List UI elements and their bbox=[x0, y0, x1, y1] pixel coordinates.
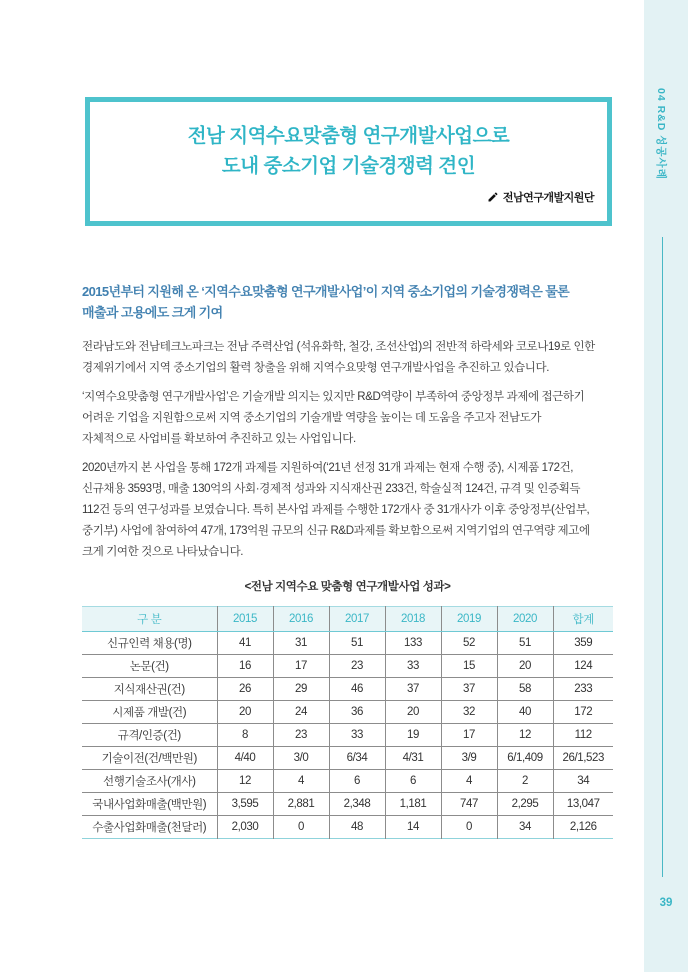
row-label-cell: 선행기술조사(개사) bbox=[82, 770, 217, 793]
table-row bbox=[82, 632, 613, 655]
value-cell: 12 bbox=[217, 770, 273, 793]
table-header-cell: 합계 bbox=[553, 607, 613, 632]
paragraph-3-line-3: 112건 등의 연구성과를 보였습니다. 특히 본사업 과제를 수행한 172개사 중 31개사가 이후 중앙정부(산업부, bbox=[82, 504, 590, 516]
value-cell: 46 bbox=[329, 678, 385, 701]
value-cell: 41 bbox=[217, 632, 273, 655]
table-row bbox=[82, 701, 613, 724]
value-cell: 3/9 bbox=[441, 747, 497, 770]
value-cell: 4/31 bbox=[385, 747, 441, 770]
paragraph-1-line-1: 전라남도와 전남테크노파크는 전남 주력산업 (석유화학, 철강, 조선산업)의 전반적 하락세와 코로나19로 인한 bbox=[82, 341, 595, 353]
value-cell: 23 bbox=[329, 655, 385, 678]
pencil-icon bbox=[487, 191, 499, 203]
table-row bbox=[82, 724, 613, 747]
value-cell: 112 bbox=[553, 724, 613, 747]
value-cell: 4 bbox=[273, 770, 329, 793]
section-heading-line-2: 매출과 고용에도 크게 기여 bbox=[82, 305, 223, 320]
value-cell: 37 bbox=[385, 678, 441, 701]
table-row bbox=[82, 770, 613, 793]
paragraph-2-line-3: 자체적으로 사업비를 확보하여 추진하고 있는 사업입니다. bbox=[82, 433, 356, 445]
side-strip-divider bbox=[662, 237, 663, 877]
side-tab-label: 04 R&D 성공사례 bbox=[655, 88, 667, 180]
value-cell: 6/34 bbox=[329, 747, 385, 770]
row-label-cell: 논문(건) bbox=[82, 655, 217, 678]
value-cell: 124 bbox=[553, 655, 613, 678]
page-number: 39 bbox=[659, 897, 673, 909]
value-cell: 172 bbox=[553, 701, 613, 724]
row-label-cell: 규격/인증(건) bbox=[82, 724, 217, 747]
attribution bbox=[487, 189, 594, 205]
value-cell: 747 bbox=[441, 793, 497, 816]
value-cell: 14 bbox=[385, 816, 441, 839]
value-cell: 20 bbox=[385, 701, 441, 724]
value-cell: 48 bbox=[329, 816, 385, 839]
attribution-label: 전남연구개발지원단 bbox=[502, 192, 594, 204]
row-label-cell: 신규인력 채용(명) bbox=[82, 632, 217, 655]
value-cell: 36 bbox=[329, 701, 385, 724]
table-row bbox=[82, 793, 613, 816]
paragraph-2-line-2: 어려운 기업을 지원함으로써 지역 중소기업의 기술개발 역량을 높이는 데 도움을 주고자 전남도가 bbox=[82, 412, 542, 424]
paragraph-2 bbox=[82, 387, 613, 450]
value-cell: 52 bbox=[441, 632, 497, 655]
value-cell: 8 bbox=[217, 724, 273, 747]
paragraph-2-line-1: ‘지역수요맞춤형 연구개발사업’은 기술개발 의지는 있지만 R&D역량이 부족하여 중앙정부 과제에 접근하기 bbox=[82, 391, 585, 403]
value-cell: 58 bbox=[497, 678, 553, 701]
value-cell: 26/1,523 bbox=[553, 747, 613, 770]
value-cell: 26 bbox=[217, 678, 273, 701]
value-cell: 34 bbox=[497, 816, 553, 839]
content-column bbox=[82, 281, 613, 839]
value-cell: 2,030 bbox=[217, 816, 273, 839]
table-caption: <전남 지역수요 맞춤형 연구개발사업 성과> bbox=[244, 581, 451, 593]
section-heading bbox=[82, 281, 613, 323]
value-cell: 3/0 bbox=[273, 747, 329, 770]
value-cell: 133 bbox=[385, 632, 441, 655]
table-row bbox=[82, 816, 613, 839]
section-heading-line-1: 2015년부터 지원해 온 ‘지역수요맞춤형 연구개발사업’이 지역 중소기업의 기술경쟁력은 물론 bbox=[82, 284, 570, 299]
table-header-category: 구 분 bbox=[82, 607, 217, 632]
value-cell: 32 bbox=[441, 701, 497, 724]
row-label-cell: 수출사업화매출(천달러) bbox=[82, 816, 217, 839]
value-cell: 20 bbox=[217, 701, 273, 724]
paragraph-3-line-2: 신규채용 3593명, 매출 130억의 사회·경제적 성과와 지식재산권 233건, 학술실적 124건, 규격 및 인증획득 bbox=[82, 483, 581, 495]
table-row bbox=[82, 655, 613, 678]
table-body bbox=[82, 632, 613, 839]
value-cell: 2,881 bbox=[273, 793, 329, 816]
table-header-cell: 2015 bbox=[217, 607, 273, 632]
value-cell: 16 bbox=[217, 655, 273, 678]
value-cell: 40 bbox=[497, 701, 553, 724]
value-cell: 6 bbox=[329, 770, 385, 793]
results-table bbox=[82, 606, 613, 839]
value-cell: 233 bbox=[553, 678, 613, 701]
value-cell: 6/1,409 bbox=[497, 747, 553, 770]
value-cell: 17 bbox=[273, 655, 329, 678]
table-row bbox=[82, 747, 613, 770]
value-cell: 34 bbox=[553, 770, 613, 793]
value-cell: 0 bbox=[273, 816, 329, 839]
value-cell: 23 bbox=[273, 724, 329, 747]
value-cell: 12 bbox=[497, 724, 553, 747]
paragraph-3 bbox=[82, 458, 613, 563]
value-cell: 37 bbox=[441, 678, 497, 701]
value-cell: 19 bbox=[385, 724, 441, 747]
paragraph-1 bbox=[82, 337, 613, 379]
value-cell: 15 bbox=[441, 655, 497, 678]
paragraph-1-line-2: 경제위기에서 지역 중소기업의 활력 창출을 위해 지역수요맞형 연구개발사업을 추진하고 있습니다. bbox=[82, 362, 550, 374]
value-cell: 4 bbox=[441, 770, 497, 793]
value-cell: 24 bbox=[273, 701, 329, 724]
value-cell: 29 bbox=[273, 678, 329, 701]
paragraph-3-line-1: 2020년까지 본 사업을 통해 172개 과제를 지원하여(‘21년 선정 31개 과제는 현재 수행 중), 시제품 172건, bbox=[82, 462, 574, 474]
page-title bbox=[90, 121, 607, 181]
value-cell: 31 bbox=[273, 632, 329, 655]
value-cell: 51 bbox=[497, 632, 553, 655]
table-header-cell: 2019 bbox=[441, 607, 497, 632]
row-label-cell: 기술이전(건/백만원) bbox=[82, 747, 217, 770]
table-header-cell: 2020 bbox=[497, 607, 553, 632]
value-cell: 17 bbox=[441, 724, 497, 747]
value-cell: 13,047 bbox=[553, 793, 613, 816]
value-cell: 51 bbox=[329, 632, 385, 655]
row-label-cell: 지식재산권(건) bbox=[82, 678, 217, 701]
value-cell: 20 bbox=[497, 655, 553, 678]
value-cell: 2,348 bbox=[329, 793, 385, 816]
value-cell: 33 bbox=[385, 655, 441, 678]
value-cell: 359 bbox=[553, 632, 613, 655]
value-cell: 6 bbox=[385, 770, 441, 793]
value-cell: 2,295 bbox=[497, 793, 553, 816]
row-label-cell: 국내사업화매출(백만원) bbox=[82, 793, 217, 816]
paragraph-3-line-4: 중기부) 사업에 참여하여 47개, 173억원 규모의 신규 R&D과제를 확보함으로써 지역기업의 연구역량 제고에 bbox=[82, 525, 590, 537]
table-row bbox=[82, 678, 613, 701]
title-box bbox=[85, 97, 612, 226]
value-cell: 2,126 bbox=[553, 816, 613, 839]
value-cell: 0 bbox=[441, 816, 497, 839]
table-header-cell: 2017 bbox=[329, 607, 385, 632]
row-label-cell: 시제품 개발(건) bbox=[82, 701, 217, 724]
table-header-cell: 2018 bbox=[385, 607, 441, 632]
table-header-row bbox=[82, 607, 613, 632]
value-cell: 2 bbox=[497, 770, 553, 793]
value-cell: 4/40 bbox=[217, 747, 273, 770]
page-title-line-1: 전남 지역수요맞춤형 연구개발사업으로 bbox=[187, 125, 510, 147]
paragraph-3-line-5: 크게 기여한 것으로 나타났습니다. bbox=[82, 546, 244, 558]
value-cell: 3,595 bbox=[217, 793, 273, 816]
table-header-cell: 2016 bbox=[273, 607, 329, 632]
page-title-line-2: 도내 중소기업 기술경쟁력 견인 bbox=[221, 155, 476, 177]
value-cell: 1,181 bbox=[385, 793, 441, 816]
value-cell: 33 bbox=[329, 724, 385, 747]
